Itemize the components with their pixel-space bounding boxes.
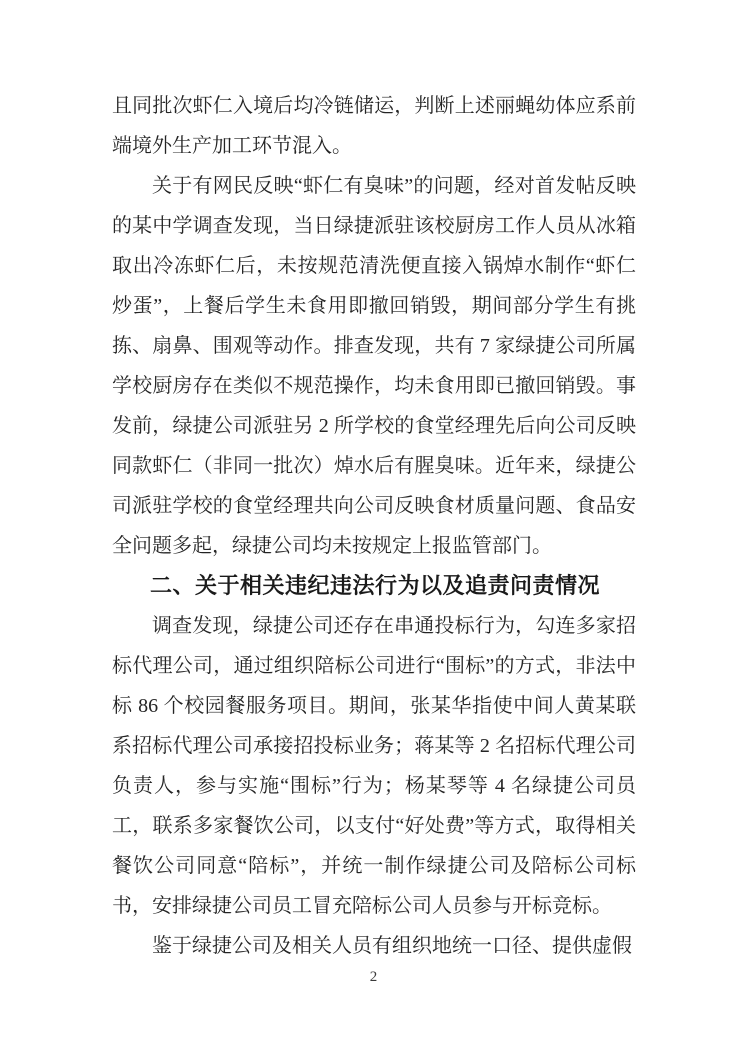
document-body bbox=[112, 86, 636, 966]
paragraph-bid-rigging: 调查发现，绿捷公司还存在串通投标行为，勾连多家招标代理公司，通过组织陪标公司进行“围标”的方式，非法中标 86 个校园餐服务项目。期间，张某华指使中间人黄某联系招标代理公司承接招投标业务；蒋某等 2 名招标代理公司负责人，参与实施“围标”行为；杨某琴等 4 名绿捷公司员工，联系多家餐饮公司，以支付“好处费”等方式，取得相关餐饮公司同意“陪标”，并统一制作绿捷公司及陪标公司标书，安排绿捷公司员工冒充陪标公司人员参与开标竞标。 bbox=[112, 615, 636, 917]
paragraph-accountability-truncated: 鉴于绿捷公司及相关人员有组织地统一口径、提供虚假 bbox=[152, 935, 632, 957]
paragraph-shrimp-complaint: 关于有网民反映“虾仁有臭味”的问题，经对首发帖反映的某中学调查发现，当日绿捷派驻该校厨房工作人员从冰箱取出冷冻虾仁后，未按规范清洗便直接入锅焯水制作“虾仁炒蛋”，上餐后学生未食用即撤回销毁，期间部分学生有挑拣、扇鼻、围观等动作。排查发现，共有 7 家绿捷公司所属学校厨房存在类似不规范操作，均未食用即已撤回销毁。事发前，绿捷公司派驻另 2 所学校的食堂经理先后向公司反映同款虾仁（非同一批次）焯水后有腥臭味。近年来，绿捷公司派驻学校的食堂经理共向公司反映食材质量问题、食品安全问题多起，绿捷公司均未按规定上报监管部门。 bbox=[112, 175, 636, 557]
section-heading: 二、关于相关违纪违法行为以及追责问责情况 bbox=[150, 573, 601, 598]
paragraph-carryover: 且同批次虾仁入境后均冷链储运，判断上述丽蝇幼体应系前端境外生产加工环节混入。 bbox=[112, 95, 636, 157]
page-number: 2 bbox=[369, 969, 378, 985]
